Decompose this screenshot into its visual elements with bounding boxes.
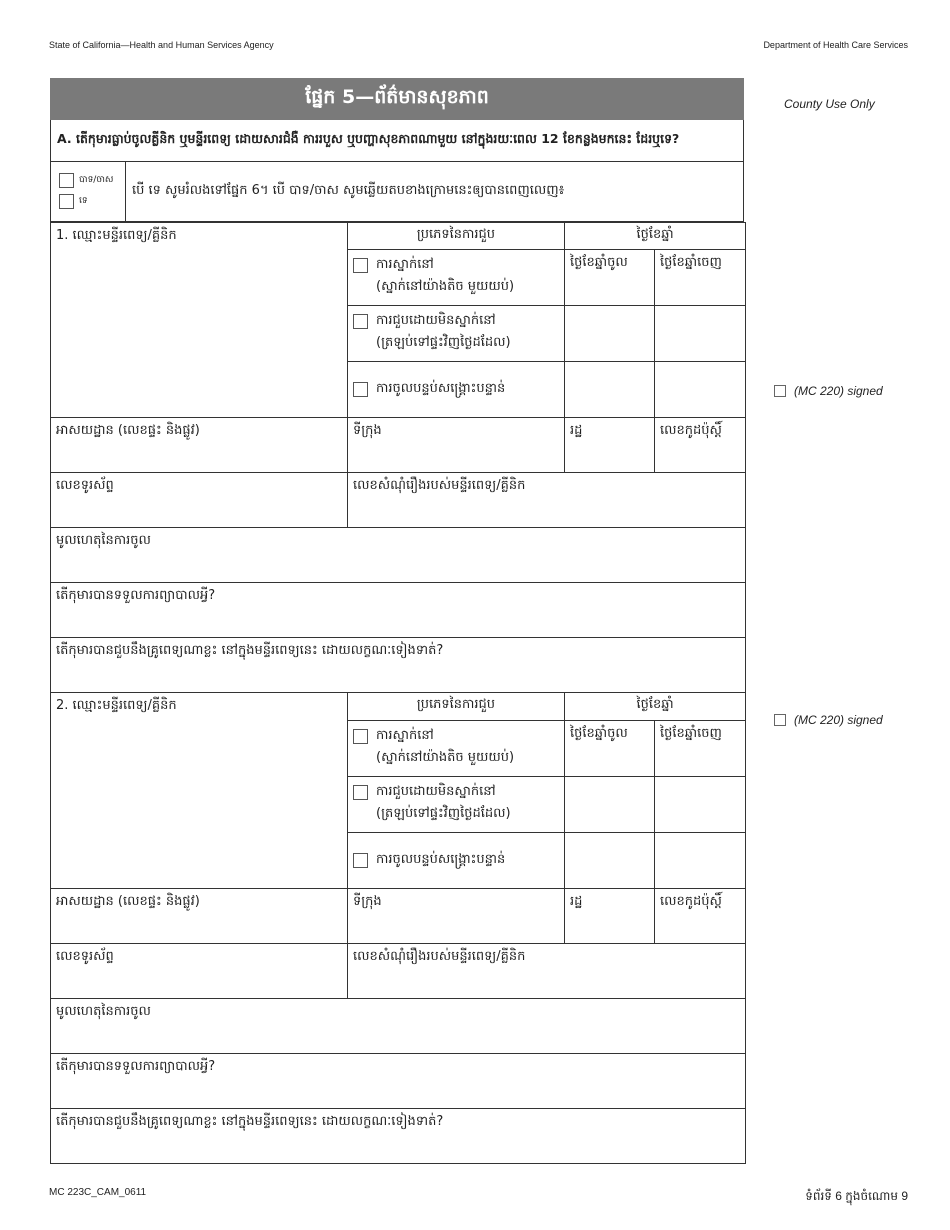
treatment-field-1[interactable] bbox=[51, 583, 746, 638]
treatment-label-1: តើកុមារបានទទួលការព្យាបាលអ្វី? bbox=[56, 588, 216, 603]
date-out-label-2: ថ្ងៃខែឆ្នាំចេញ bbox=[660, 726, 722, 741]
city-field-1[interactable] bbox=[348, 418, 565, 473]
outpatient-date-in-2[interactable] bbox=[565, 777, 655, 833]
date-header-2: ថ្ងៃខែឆ្នាំ bbox=[565, 693, 746, 721]
reason-label-1: មូលហេតុនៃការចូល bbox=[56, 533, 151, 548]
inpatient-label-2: ការស្នាក់នៅ bbox=[376, 728, 434, 743]
outpatient-date-in-1[interactable] bbox=[565, 306, 655, 362]
treatment-field-2[interactable] bbox=[51, 1054, 746, 1109]
outpatient-date-out-1[interactable] bbox=[655, 306, 746, 362]
no-option[interactable] bbox=[59, 191, 125, 212]
phone-label-2: លេខទូរស័ព្ទ bbox=[56, 949, 114, 964]
emergency-checkbox-1[interactable] bbox=[353, 382, 368, 397]
hospital-entry-2 bbox=[50, 692, 746, 1164]
state-label-2: រដ្ឋ bbox=[570, 894, 583, 909]
emergency-checkbox-2[interactable] bbox=[353, 853, 368, 868]
treatment-label-2: តើកុមារបានទទួលការព្យាបាលអ្វី? bbox=[56, 1059, 216, 1074]
outpatient-option-1[interactable] bbox=[348, 306, 565, 362]
phone-field-1[interactable] bbox=[51, 473, 348, 528]
inpatient-note-1: (ស្នាក់នៅយ៉ាងតិច មួយយប់) bbox=[376, 279, 515, 294]
record-number-field-2[interactable] bbox=[348, 944, 746, 999]
entry-number-1: 1. bbox=[56, 228, 69, 243]
date-in-label-2: ថ្ងៃខែឆ្នាំចូល bbox=[570, 726, 628, 741]
date-out-label-1: ថ្ងៃខែឆ្នាំចេញ bbox=[660, 255, 722, 270]
yes-no-options bbox=[51, 162, 126, 221]
emergency-date-in-1[interactable] bbox=[565, 362, 655, 418]
section-title: ផ្នែក 5—ព័ត៌មានសុខភាព bbox=[50, 78, 744, 120]
zip-label-1: លេខកូដប៉ុស្តិ៍ bbox=[660, 423, 722, 438]
outpatient-checkbox-2[interactable] bbox=[353, 785, 368, 800]
inpatient-note-2: (ស្នាក់នៅយ៉ាងតិច មួយយប់) bbox=[376, 750, 515, 765]
phone-field-2[interactable] bbox=[51, 944, 348, 999]
visit-type-header-1: ប្រភេទនៃការជួប bbox=[348, 223, 565, 250]
date-out-field-2[interactable] bbox=[655, 721, 746, 777]
reason-field-2[interactable] bbox=[51, 999, 746, 1054]
date-in-field-1[interactable] bbox=[565, 250, 655, 306]
yes-option[interactable] bbox=[59, 170, 125, 191]
date-in-field-2[interactable] bbox=[565, 721, 655, 777]
department-header: Department of Health Care Services bbox=[763, 40, 908, 50]
skip-instruction: បើ ទេ សូមរំលងទៅផ្នែក 6។ បើ បាទ/ចាស សូមឆ្លើយតបខាងក្រោមនេះឲ្យបានពេញលេញ៖ bbox=[132, 183, 565, 198]
outpatient-label-2: ការជួបដោយមិនស្នាក់នៅ bbox=[376, 784, 496, 799]
mc220-signed-2 bbox=[774, 713, 883, 727]
inpatient-checkbox-1[interactable] bbox=[353, 258, 368, 273]
record-number-label-2: លេខសំណុំរឿងរបស់មន្ទីរពេទ្យ/គ្លីនិក bbox=[353, 949, 526, 964]
state-label-1: រដ្ឋ bbox=[570, 423, 583, 438]
record-number-field-1[interactable] bbox=[348, 473, 746, 528]
outpatient-note-2: (ត្រឡប់ទៅផ្ទះវិញថ្ងៃដដែល) bbox=[376, 806, 511, 821]
record-number-label-1: លេខសំណុំរឿងរបស់មន្ទីរពេទ្យ/គ្លីនិក bbox=[353, 478, 526, 493]
mc220-checkbox-1[interactable] bbox=[774, 385, 786, 397]
inpatient-option-2[interactable] bbox=[348, 721, 565, 777]
reason-label-2: មូលហេតុនៃការចូល bbox=[56, 1004, 151, 1019]
outpatient-checkbox-1[interactable] bbox=[353, 314, 368, 329]
mc220-checkbox-2[interactable] bbox=[774, 714, 786, 726]
outpatient-note-1: (ត្រឡប់ទៅផ្ទះវិញថ្ងៃដដែល) bbox=[376, 335, 511, 350]
hospital-name-label-2: ឈ្មោះមន្ទីរពេទ្យ/គ្លីនិក bbox=[72, 698, 177, 713]
no-checkbox[interactable] bbox=[59, 194, 74, 209]
yes-no-row bbox=[50, 162, 744, 222]
mc220-signed-1 bbox=[774, 384, 883, 398]
inpatient-option-1[interactable] bbox=[348, 250, 565, 306]
date-header-1: ថ្ងៃខែឆ្នាំ bbox=[565, 223, 746, 250]
emergency-date-out-2[interactable] bbox=[655, 833, 746, 889]
doctors-label-1: តើកុមារបានជួបនឹងគ្រូពេទ្យណាខ្លះ នៅក្នុងមន្ទីរពេទ្យនេះ ដោយលក្ខណៈទៀងទាត់? bbox=[56, 643, 444, 658]
date-in-label-1: ថ្ងៃខែឆ្នាំចូល bbox=[570, 255, 628, 270]
state-field-2[interactable] bbox=[565, 889, 655, 944]
no-label: ទេ bbox=[79, 196, 88, 206]
yes-label: បាទ/ចាស bbox=[79, 175, 114, 185]
question-a: A. តើកុមារធ្លាប់ចូលគ្លីនិក ឬមន្ទីរពេទ្យ ដោយសារជំងឺ ការរបួស ឬបញ្ហាសុខភាពណាមួយ នៅក្នុងរយៈពេល 12 ខែកន្លងមកនេះ ដែរឬទេ? bbox=[50, 120, 744, 162]
emergency-label-2: ការចូលបន្ទប់សង្គ្រោះបន្ទាន់ bbox=[376, 852, 506, 867]
emergency-label-1: ការចូលបន្ទប់សង្គ្រោះបន្ទាន់ bbox=[376, 381, 506, 396]
hospital-name-label-1: ឈ្មោះមន្ទីរពេទ្យ/គ្លីនិក bbox=[72, 228, 177, 243]
health-info-form bbox=[50, 78, 744, 1164]
doctors-label-2: តើកុមារបានជួបនឹងគ្រូពេទ្យណាខ្លះ នៅក្នុងមន្ទីរពេទ្យនេះ ដោយលក្ខណៈទៀងទាត់? bbox=[56, 1114, 444, 1129]
mc220-label-2: (MC 220) signed bbox=[794, 713, 883, 727]
hospital-name-field-1[interactable] bbox=[51, 223, 348, 418]
hospital-entry-1 bbox=[50, 222, 746, 693]
county-use-label: County Use Only bbox=[784, 97, 875, 111]
hospital-name-field-2[interactable] bbox=[51, 693, 348, 889]
city-field-2[interactable] bbox=[348, 889, 565, 944]
entry-number-2: 2. bbox=[56, 698, 69, 713]
inpatient-checkbox-2[interactable] bbox=[353, 729, 368, 744]
address-label-2: អាសយដ្ឋាន (លេខផ្ទះ និងផ្លូវ) bbox=[56, 894, 200, 909]
zip-field-1[interactable] bbox=[655, 418, 746, 473]
emergency-date-in-2[interactable] bbox=[565, 833, 655, 889]
outpatient-option-2[interactable] bbox=[348, 777, 565, 833]
zip-field-2[interactable] bbox=[655, 889, 746, 944]
date-out-field-1[interactable] bbox=[655, 250, 746, 306]
state-field-1[interactable] bbox=[565, 418, 655, 473]
agency-header: State of California—Health and Human Services Agency bbox=[49, 40, 274, 50]
zip-label-2: លេខកូដប៉ុស្តិ៍ bbox=[660, 894, 722, 909]
mc220-label-1: (MC 220) signed bbox=[794, 384, 883, 398]
emergency-date-out-1[interactable] bbox=[655, 362, 746, 418]
emergency-option-2[interactable] bbox=[348, 833, 565, 889]
address-field-1[interactable] bbox=[51, 418, 348, 473]
phone-label-1: លេខទូរស័ព្ទ bbox=[56, 478, 114, 493]
outpatient-date-out-2[interactable] bbox=[655, 777, 746, 833]
address-label-1: អាសយដ្ឋាន (លេខផ្ទះ និងផ្លូវ) bbox=[56, 423, 200, 438]
visit-type-header-2: ប្រភេទនៃការជួប bbox=[348, 693, 565, 721]
doctors-field-1[interactable] bbox=[51, 638, 746, 693]
reason-field-1[interactable] bbox=[51, 528, 746, 583]
city-label-1: ទីក្រុង bbox=[353, 423, 382, 438]
page-number: ទំព័រទី 6 ក្នុងចំណោម 9 bbox=[805, 1189, 908, 1203]
doctors-field-2[interactable] bbox=[51, 1109, 746, 1164]
address-field-2[interactable] bbox=[51, 889, 348, 944]
outpatient-label-1: ការជួបដោយមិនស្នាក់នៅ bbox=[376, 313, 496, 328]
city-label-2: ទីក្រុង bbox=[353, 894, 382, 909]
form-id: MC 223C_CAM_0611 bbox=[49, 1187, 147, 1198]
inpatient-label-1: ការស្នាក់នៅ bbox=[376, 257, 434, 272]
emergency-option-1[interactable] bbox=[348, 362, 565, 418]
yes-checkbox[interactable] bbox=[59, 173, 74, 188]
